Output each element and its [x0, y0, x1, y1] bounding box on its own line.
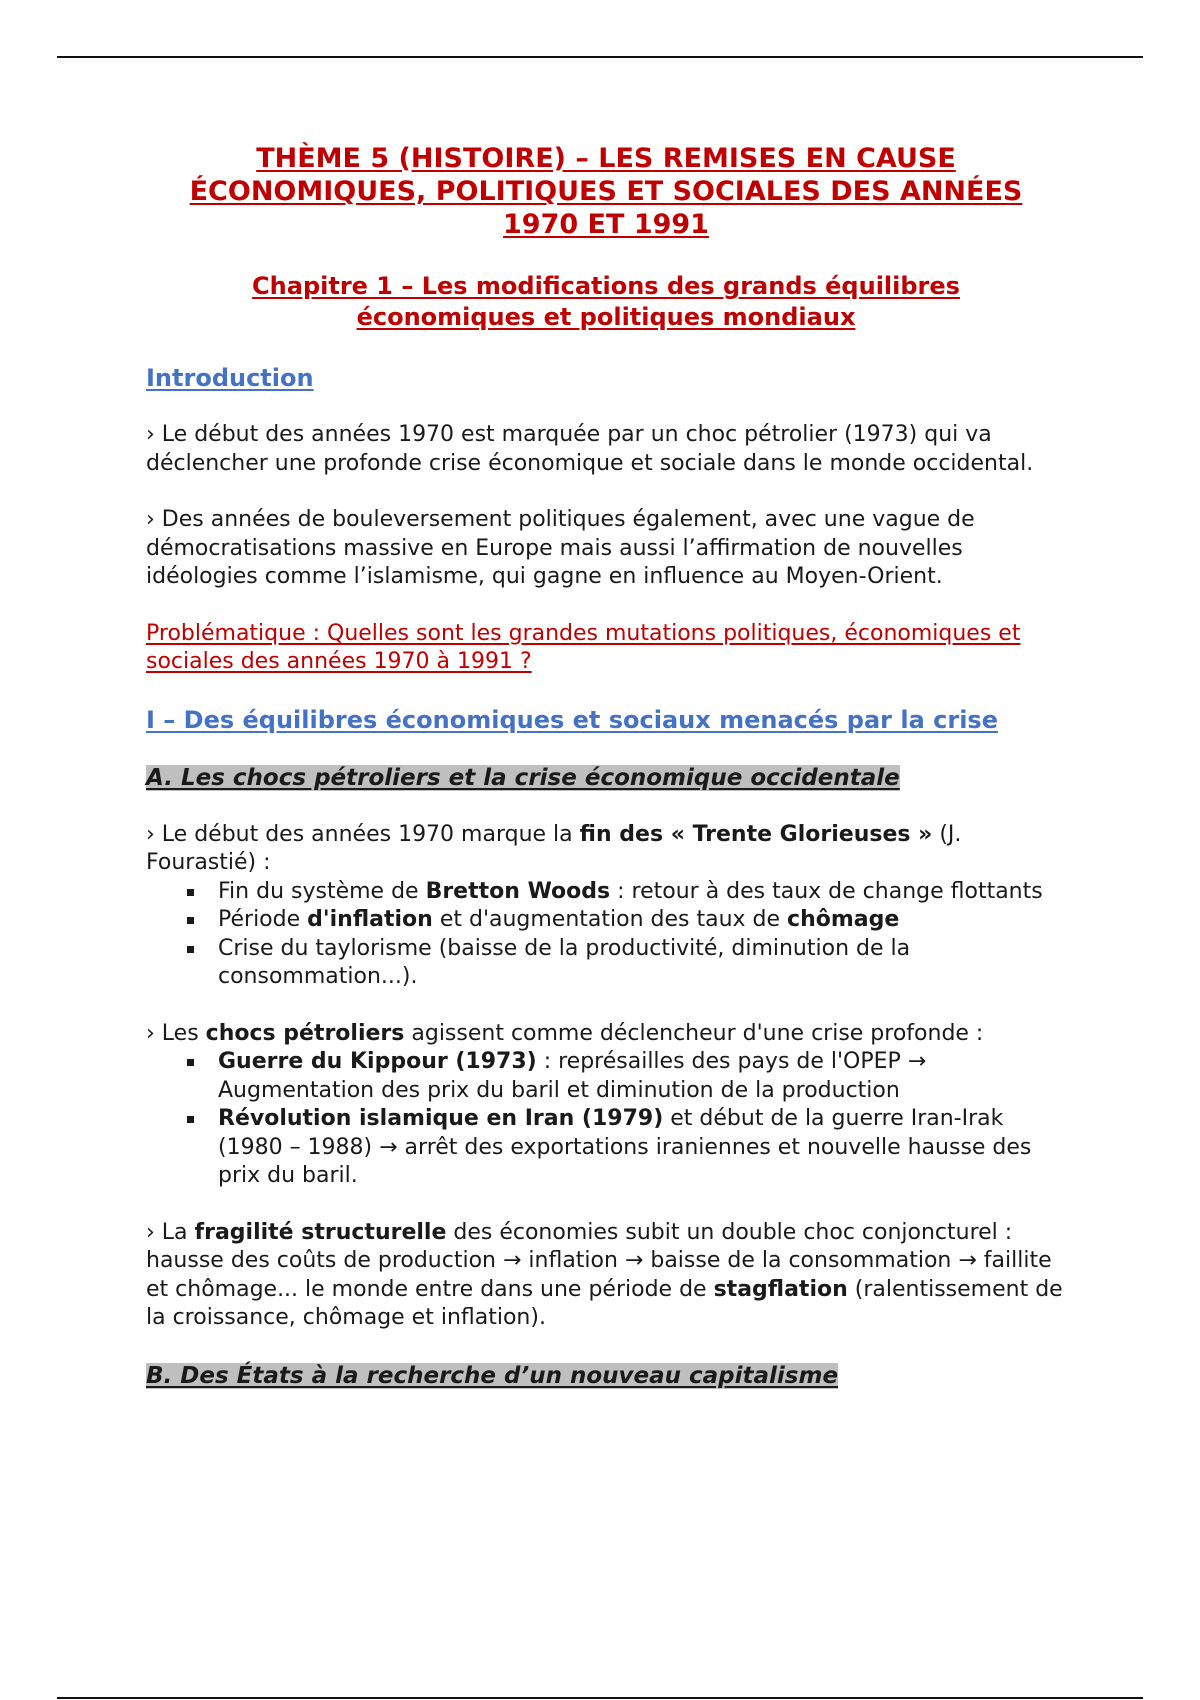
text-run: et début de la guerre Iran-Irak (1980 – 1988) → arrêt des exportations iraniennes et nouvelle hausse des prix du baril.	[218, 1106, 1032, 1188]
top-rule	[57, 56, 1143, 58]
list-item	[218, 878, 1066, 907]
bold-revolution-iran: Révolution islamique en Iran (1979)	[218, 1106, 664, 1131]
introduction-heading: Introduction	[146, 364, 314, 392]
text-run: et d'augmentation des taux de	[432, 907, 788, 932]
list-item: Crise du taylorisme (baisse de la productivité, diminution de la consommation...).	[218, 935, 1066, 992]
text-run: (ralentissement de la croissance, chômage et inflation).	[146, 1276, 1063, 1330]
theme-title-line3: 1970 ET 1991	[503, 209, 709, 240]
chapter-title	[146, 271, 1066, 333]
subsection-a-paragraph-2	[146, 1020, 1066, 1049]
text-run: › La	[146, 1219, 195, 1245]
bullet-list-2	[146, 1048, 1066, 1191]
bullet-list-1	[146, 878, 1066, 992]
subsection-a-heading: A. Les chocs pétroliers et la crise économique occidentale	[146, 764, 900, 791]
bold-stagflation: stagflation	[713, 1276, 848, 1302]
list-item	[218, 1105, 1066, 1191]
bold-bretton-woods: Bretton Woods	[425, 878, 611, 904]
problematique: Problématique : Quelles sont les grandes mutations politiques, économiques et sociales des années 1970 à 1991 ?	[146, 620, 1021, 674]
intro-paragraph-2: › Des années de bouleversement politiques également, avec une vague de démocratisations massive en Europe mais aussi l’affirmation de nouvelles idéologies comme l’islamisme, qui gagne en influence au Moyen-Orient.	[146, 507, 975, 589]
text-run: › Les	[146, 1020, 206, 1046]
bold-fragilite: fragilité structurelle	[194, 1219, 447, 1245]
theme-title	[146, 142, 1066, 241]
subsection-a-paragraph-1	[146, 821, 1066, 878]
bold-chocs-petroliers: chocs pétroliers	[205, 1020, 405, 1046]
bottom-rule	[57, 1697, 1143, 1699]
subsection-a-heading-wrap	[146, 763, 1066, 793]
subsection-b-heading: B. Des États à la recherche d’un nouveau capitalisme	[146, 1362, 839, 1389]
text-run: des économies subit un double choc conjoncturel : hausse des coûts de production → inflation → baisse de la consommation → faillite et chômage... le monde entre dans une période de	[146, 1219, 1052, 1302]
text-run: : retour à des taux de change flottants	[610, 878, 1043, 904]
theme-title-line1: THÈME 5 (HISTOIRE) – LES REMISES EN CAUSE	[256, 143, 956, 174]
text-run: Période	[218, 907, 308, 932]
bold-inflation: d'inflation	[307, 907, 433, 932]
chapter-title-line1: Chapitre 1 – Les modifications des grands équilibres	[252, 272, 960, 300]
subsection-a-paragraph-3	[146, 1219, 1066, 1333]
document-body	[146, 142, 1066, 1391]
chapter-title-line2: économiques et politiques mondiaux	[356, 303, 856, 331]
text-run: › Le début des années 1970 marque la	[146, 821, 580, 847]
text-run: : représailles des pays de l'OPEP → Augmentation des prix du baril et diminution de la production	[218, 1049, 927, 1103]
bold-trente-glorieuses: fin des « Trente Glorieuses »	[579, 821, 933, 847]
theme-title-line2: ÉCONOMIQUES, POLITIQUES ET SOCIALES DES ANNÉES	[189, 176, 1023, 207]
list-item	[218, 906, 1066, 935]
bold-guerre-kippour: Guerre du Kippour (1973)	[218, 1049, 537, 1074]
bold-chomage: chômage	[787, 907, 900, 932]
subsection-b-heading-wrap	[146, 1361, 1066, 1391]
section-1-heading: I – Des équilibres économiques et sociaux menacés par la crise	[146, 705, 998, 734]
text-run: agissent comme déclencheur d'une crise profonde :	[404, 1020, 984, 1046]
text-run: Fin du système de	[218, 878, 426, 904]
list-item	[218, 1048, 1066, 1105]
text-run: (J. Fourastié) :	[146, 821, 962, 875]
intro-paragraph-1: › Le début des années 1970 est marquée par un choc pétrolier (1973) qui va déclencher une profonde crise économique et sociale dans le monde occidental.	[146, 422, 1034, 476]
